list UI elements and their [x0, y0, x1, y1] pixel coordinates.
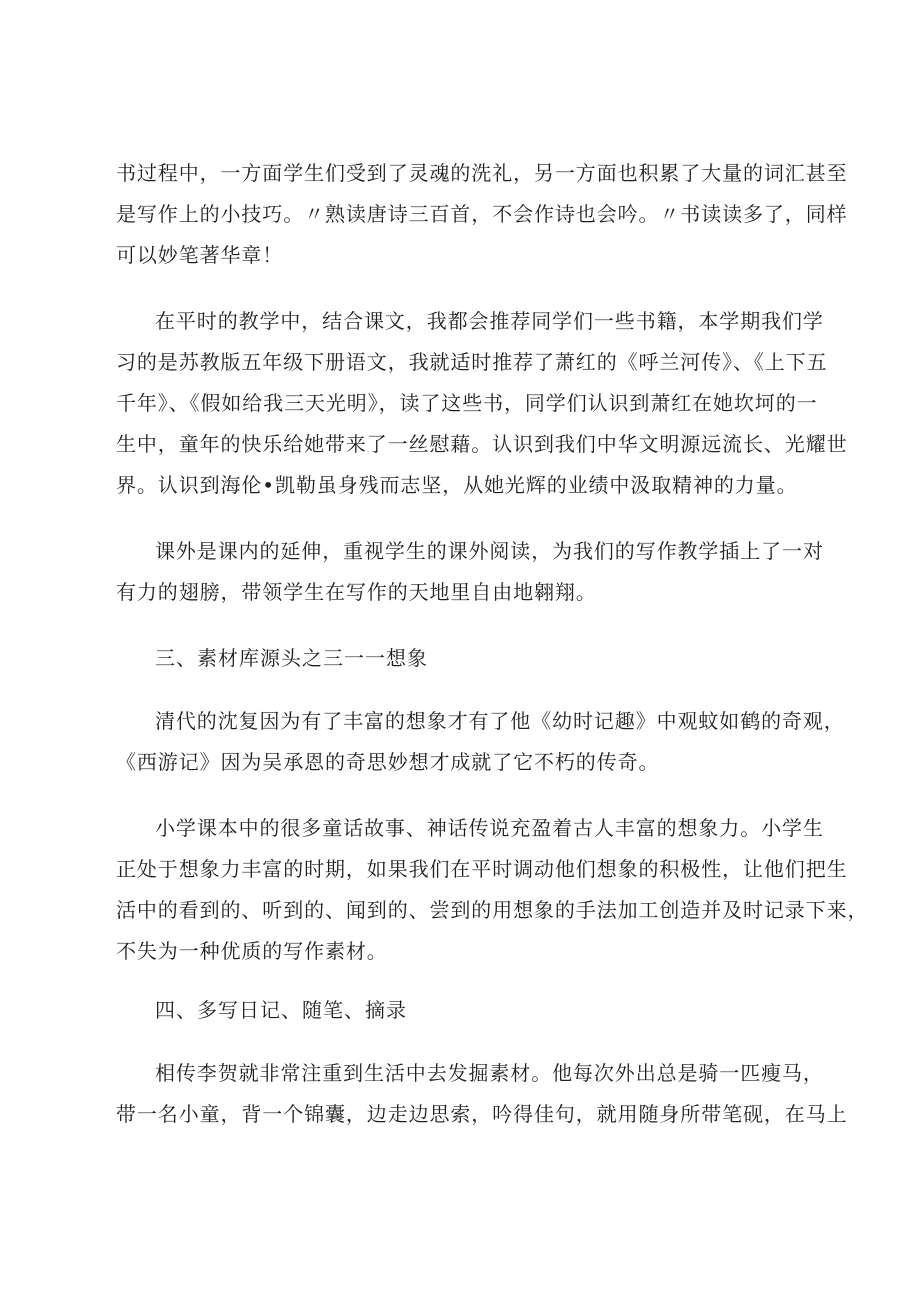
paragraph-5-line-1: 小学课本中的很多童话故事、神话传说充盈着古人丰富的想象力。小学生	[155, 816, 824, 840]
paragraph-3-line-1: 课外是课内的延伸，重视学生的课外阅读，为我们的写作教学插上了一对	[155, 539, 824, 563]
paragraph-2-line-5: 界。认识到海伦•凯勒虽身残而志坚，从她光辉的业绩中汲取精神的力量。	[116, 473, 798, 497]
paragraph-2-line-2: 习的是苏教版五年级下册语文，我就适时推荐了萧红的《呼兰河传》、《上下五	[116, 350, 828, 374]
paragraph-5-line-3: 活中的看到的、听到的、闻到的、尝到的用想象的手法加工创造并及时记录下来，	[116, 898, 869, 922]
paragraph-4-line-1: 清代的沈复因为有了丰富的想象才有了他《幼时记趣》中观蚊如鹤的奇观，	[155, 709, 845, 733]
paragraph-5-line-2: 正处于想象力丰富的时期，如果我们在平时调动他们想象的积极性，让他们把生	[116, 857, 848, 881]
paragraph-6-line-2: 带一名小童，背一个锦囊，边走边思索，吟得佳句，就用随身所带笔砚，在马上	[116, 1102, 848, 1126]
paragraph-6-line-1: 相传李贺就非常注重到生活中去发掘素材。他每次外出总是骑一匹瘦马，	[155, 1061, 824, 1085]
paragraph-1-line-2: 是写作上的小技巧。〃熟读唐诗三百首，不会作诗也会吟。〃书读读多了，同样	[116, 202, 848, 226]
paragraph-1-line-1: 书过程中，一方面学生们受到了灵魂的洗礼，另一方面也积累了大量的词汇甚至	[116, 161, 848, 185]
paragraph-1-line-3: 可以妙笔著华章！	[116, 243, 284, 267]
paragraph-4-line-2: 《西游记》因为吴承恩的奇思妙想才成就了它不朽的传奇。	[116, 750, 660, 774]
section-heading-4: 四、多写日记、随笔、摘录	[155, 998, 407, 1022]
section-heading-3: 三、素材库源头之三一一想象	[155, 646, 428, 670]
paragraph-5-line-4: 不失为一种优质的写作素材。	[116, 939, 388, 963]
paragraph-2-line-4: 生中，童年的快乐给她带来了一丝慰藉。认识到我们中华文明源远流长、光耀世	[116, 432, 848, 456]
paragraph-3-line-2: 有力的翅膀，带领学生在写作的天地里自由地翱翔。	[116, 580, 597, 604]
paragraph-2-line-3: 千年》、《假如给我三天光明》，读了这些书，同学们认识到萧红在她坎坷的一	[116, 391, 818, 415]
paragraph-2-line-1: 在平时的教学中，结合课文，我都会推荐同学们一些书籍，本学期我们学	[155, 309, 824, 333]
